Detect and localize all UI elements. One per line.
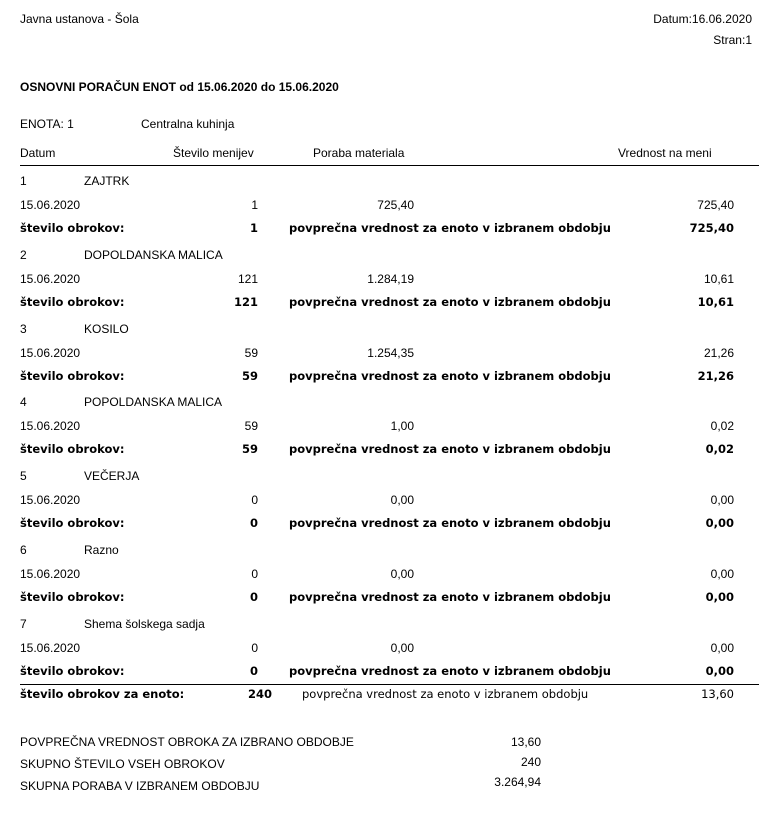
column-header-menu-count: Število menijev — [173, 146, 254, 160]
row-menu-count: 121 — [237, 272, 258, 286]
row-menu-count: 0 — [251, 567, 258, 581]
group-name: DOPOLDANSKA MALICA — [84, 248, 223, 262]
row-value-per-menu: 725,40 — [697, 198, 734, 212]
group-sum-count: 59 — [241, 442, 258, 456]
page-number: Stran:1 — [713, 33, 752, 47]
row-menu-count: 59 — [244, 419, 258, 433]
group-number: 7 — [20, 617, 27, 631]
row-material-usage: 725,40 — [377, 198, 414, 212]
row-date: 15.06.2020 — [20, 567, 81, 581]
group-name: POPOLDANSKA MALICA — [84, 395, 223, 409]
group-number: 2 — [20, 248, 27, 262]
column-header-material-usage: Poraba materiala — [313, 146, 405, 160]
group-sum-count: 121 — [233, 295, 258, 309]
row-value-per-menu: 0,00 — [710, 567, 734, 581]
group-sum-count: 0 — [249, 590, 258, 604]
group-number: 6 — [20, 543, 27, 557]
group-sum-label: število obrokov: — [20, 590, 125, 604]
group-avg-label: povprečna vrednost za enoto v izbranem obdobju — [289, 295, 611, 309]
group-avg-value: 21,26 — [697, 369, 734, 383]
row-date: 15.06.2020 — [20, 346, 81, 360]
row-date: 15.06.2020 — [20, 641, 81, 655]
group-sum-count: 0 — [249, 516, 258, 530]
row-date: 15.06.2020 — [20, 493, 81, 507]
group-name: Razno — [84, 543, 119, 557]
row-date: 15.06.2020 — [20, 198, 81, 212]
column-header-date: Datum — [20, 146, 56, 160]
row-value-per-menu: 0,02 — [710, 419, 734, 433]
group-avg-value: 10,61 — [697, 295, 734, 309]
unit-label: ENOTA: 1 — [20, 117, 74, 131]
row-menu-count: 0 — [251, 641, 258, 655]
row-menu-count: 59 — [244, 346, 258, 360]
row-material-usage: 0,00 — [390, 493, 414, 507]
column-header-value-per-menu: Vrednost na meni — [618, 146, 712, 160]
group-name: ZAJTRK — [84, 174, 130, 188]
group-sum-count: 59 — [241, 369, 258, 383]
unit-total-count: 240 — [247, 687, 272, 701]
row-material-usage: 0,00 — [390, 567, 414, 581]
group-sum-label: število obrokov: — [20, 369, 125, 383]
row-material-usage: 1,00 — [390, 419, 414, 433]
row-value-per-menu: 0,00 — [710, 493, 734, 507]
group-name: KOSILO — [84, 322, 129, 336]
header-divider — [20, 165, 759, 166]
unit-name: Centralna kuhinja — [141, 117, 235, 131]
group-avg-value: 0,00 — [705, 516, 734, 530]
row-menu-count: 1 — [251, 198, 258, 212]
row-value-per-menu: 0,00 — [710, 641, 734, 655]
summary-total-usage-label: SKUPNA PORABA V IZBRANEM OBDOBJU — [20, 779, 260, 793]
group-number: 4 — [20, 395, 27, 409]
summary-total-usage-value: 3.264,94 — [494, 775, 541, 789]
group-name: Shema šolskega sadja — [84, 617, 205, 631]
summary-avg-value: 13,60 — [510, 735, 541, 749]
row-material-usage: 1.284,19 — [367, 272, 414, 286]
group-name: VEČERJA — [84, 469, 140, 483]
group-avg-label: povprečna vrednost za enoto v izbranem obdobju — [289, 221, 611, 235]
row-material-usage: 1.254,35 — [367, 346, 414, 360]
group-number: 5 — [20, 469, 27, 483]
unit-total-avg-label: povprečna vrednost za enoto v izbranem obdobju — [302, 687, 589, 701]
summary-total-meals-label: SKUPNO ŠTEVILO VSEH OBROKOV — [20, 757, 225, 771]
group-sum-label: število obrokov: — [20, 516, 125, 530]
print-date: Datum:16.06.2020 — [653, 12, 752, 26]
group-avg-label: povprečna vrednost za enoto v izbranem obdobju — [289, 369, 611, 383]
summary-total-meals-value: 240 — [520, 755, 541, 769]
unit-total-label: število obrokov za enoto: — [20, 687, 185, 701]
total-divider — [20, 684, 759, 685]
unit-total-avg-value: 13,60 — [701, 687, 734, 701]
group-avg-label: povprečna vrednost za enoto v izbranem obdobju — [289, 516, 611, 530]
group-avg-value: 0,00 — [705, 590, 734, 604]
row-menu-count: 0 — [251, 493, 258, 507]
group-avg-label: povprečna vrednost za enoto v izbranem obdobju — [289, 442, 611, 456]
group-sum-label: število obrokov: — [20, 442, 125, 456]
group-sum-label: število obrokov: — [20, 664, 125, 678]
group-avg-label: povprečna vrednost za enoto v izbranem obdobju — [289, 590, 611, 604]
group-sum-count: 1 — [249, 221, 258, 235]
row-material-usage: 0,00 — [390, 641, 414, 655]
row-value-per-menu: 10,61 — [703, 272, 734, 286]
group-avg-value: 0,00 — [705, 664, 734, 678]
row-date: 15.06.2020 — [20, 419, 81, 433]
group-number: 3 — [20, 322, 27, 336]
row-value-per-menu: 21,26 — [703, 346, 734, 360]
group-sum-label: število obrokov: — [20, 221, 125, 235]
summary-avg-label: POVPREČNA VREDNOST OBROKA ZA IZBRANO OBDOBJE — [20, 735, 354, 749]
group-sum-count: 0 — [249, 664, 258, 678]
institution-name: Javna ustanova - Šola — [20, 12, 139, 26]
report-title: OSNOVNI PORAČUN ENOT od 15.06.2020 do 15.06.2020 — [20, 80, 339, 94]
group-avg-value: 0,02 — [705, 442, 734, 456]
group-avg-value: 725,40 — [689, 221, 734, 235]
group-sum-label: število obrokov: — [20, 295, 125, 309]
group-number: 1 — [20, 174, 27, 188]
row-date: 15.06.2020 — [20, 272, 81, 286]
group-avg-label: povprečna vrednost za enoto v izbranem obdobju — [289, 664, 611, 678]
